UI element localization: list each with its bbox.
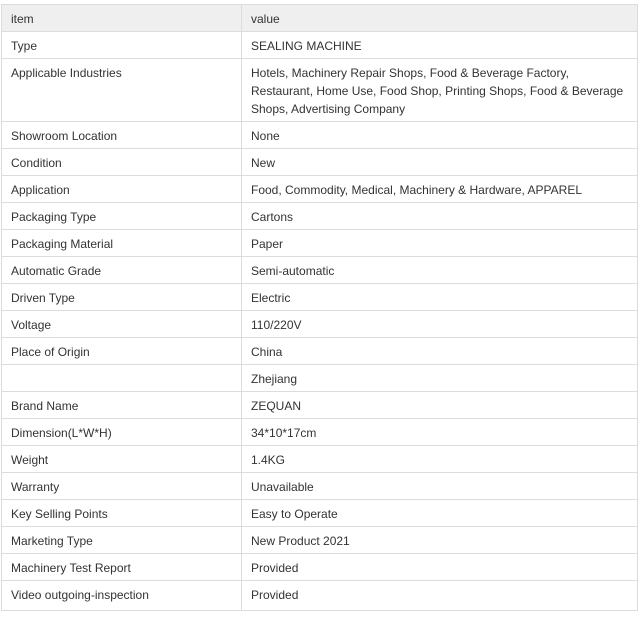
row-value: 110/220V (242, 311, 638, 338)
row-value: Easy to Operate (242, 500, 638, 527)
row-value: SEALING MACHINE (242, 32, 638, 59)
row-item: Marketing Type (2, 527, 242, 554)
table-row (2, 473, 638, 500)
table-row (2, 203, 638, 230)
row-value: Provided (242, 554, 638, 581)
row-value: Cartons (242, 203, 638, 230)
row-value: None (242, 122, 638, 149)
row-item: Video outgoing-inspection (2, 581, 242, 611)
row-value: 1.4KG (242, 446, 638, 473)
table-row (2, 365, 638, 392)
table-row (2, 122, 638, 149)
row-value: Provided (242, 581, 638, 611)
row-item: Key Selling Points (2, 500, 242, 527)
row-item: Warranty (2, 473, 242, 500)
row-value: New (242, 149, 638, 176)
row-value: Paper (242, 230, 638, 257)
row-item: Application (2, 176, 242, 203)
table-row (2, 338, 638, 365)
table-row (2, 392, 638, 419)
row-item: Brand Name (2, 392, 242, 419)
row-value: Zhejiang (242, 365, 638, 392)
table-row (2, 59, 638, 122)
table-row (2, 230, 638, 257)
table-row (2, 500, 638, 527)
table-row (2, 554, 638, 581)
row-value: Unavailable (242, 473, 638, 500)
row-item: Weight (2, 446, 242, 473)
row-item: Driven Type (2, 284, 242, 311)
row-value: Electric (242, 284, 638, 311)
table-row (2, 284, 638, 311)
row-item: Showroom Location (2, 122, 242, 149)
row-value: Food, Commodity, Medical, Machinery & Hardware, APPAREL (242, 176, 638, 203)
row-item: Packaging Type (2, 203, 242, 230)
row-value: New Product 2021 (242, 527, 638, 554)
row-item: Packaging Material (2, 230, 242, 257)
row-value: ZEQUAN (242, 392, 638, 419)
header-item: item (2, 5, 242, 32)
table-row (2, 446, 638, 473)
row-item: Voltage (2, 311, 242, 338)
row-item: Machinery Test Report (2, 554, 242, 581)
table-header-row (2, 5, 638, 32)
table-row (2, 419, 638, 446)
row-item: Automatic Grade (2, 257, 242, 284)
table-row (2, 257, 638, 284)
row-value: China (242, 338, 638, 365)
table-row (2, 32, 638, 59)
row-value: Semi-automatic (242, 257, 638, 284)
table-row (2, 311, 638, 338)
header-value: value (242, 5, 638, 32)
row-item (2, 365, 242, 392)
spec-table (1, 4, 638, 611)
table-row (2, 527, 638, 554)
row-item: Applicable Industries (2, 59, 242, 122)
row-value: 34*10*17cm (242, 419, 638, 446)
table-row (2, 149, 638, 176)
row-item: Place of Origin (2, 338, 242, 365)
table-row (2, 581, 638, 611)
row-item: Type (2, 32, 242, 59)
row-value: Hotels, Machinery Repair Shops, Food & Beverage Factory, Restaurant, Home Use, Food Shop, Printing Shops, Food & Beverage Shops, Advertising Company (242, 59, 638, 122)
table-row (2, 176, 638, 203)
row-item: Dimension(L*W*H) (2, 419, 242, 446)
row-item: Condition (2, 149, 242, 176)
